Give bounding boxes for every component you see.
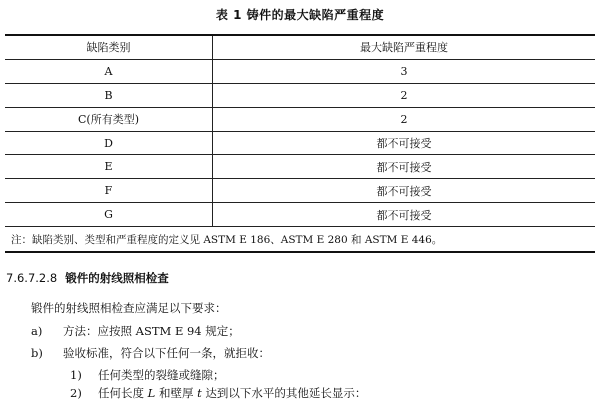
section-intro: 锻件的射线照相检查应满足以下要求： [31,301,227,315]
list-item-text: 验收标准，符合以下任何一条，就拒收： [63,346,270,360]
category-cell: C(所有类型) [5,107,213,131]
sub-list-item-text: 和壁厚 [155,386,198,400]
section-title: 锻件的射线照相检查 [65,271,169,285]
table-header-row [5,35,595,59]
table-row [5,179,595,203]
section-number: 7.6.7.2.8 [6,271,58,285]
category-cell: F [5,179,213,203]
table-row [5,59,595,83]
sub-list-item-text: 达到以下水平的其他延长显示： [201,386,367,400]
list-item-label: a) [31,324,43,338]
severity-cell: 都不可接受 [213,203,596,227]
sub-list-item-text: 任何类型的裂缝或缝隙； [98,368,225,382]
category-cell: G [5,203,213,227]
severity-cell: 2 [213,107,596,131]
sub-list-item-label: 1) [70,368,82,382]
sub-list-item [70,385,366,401]
severity-cell: 都不可接受 [213,155,596,179]
sub-list-item [70,367,225,383]
category-cell: A [5,59,213,83]
header-max-severity: 最大缺陷严重程度 [213,35,596,59]
list-item-text: 方法：应按照 ASTM E 94 规定； [63,324,240,338]
table-row [5,83,595,107]
severity-cell: 都不可接受 [213,131,596,155]
length-variable: L [147,386,156,400]
list-item-label: b) [31,346,43,360]
defect-severity-table [5,34,595,253]
header-defect-category: 缺陷类别 [5,35,213,59]
table-note: 注：缺陷类别、类型和严重程度的定义见 ASTM E 186、ASTM E 280 和 ASTM E 446。 [5,227,595,253]
table-row [5,203,595,227]
table-caption: 表 1 铸件的最大缺陷严重程度 [215,8,385,22]
sub-list-item-text: 任何长度 [98,386,148,400]
thickness-variable: t [197,386,202,400]
section-heading [6,270,169,286]
severity-cell: 2 [213,83,596,107]
table-row [5,131,595,155]
severity-cell: 3 [213,59,596,83]
sub-list-item-label: 2) [70,386,82,400]
category-cell: D [5,131,213,155]
list-item [31,323,240,339]
list-item [31,345,270,361]
table-row [5,155,595,179]
severity-cell: 都不可接受 [213,179,596,203]
category-cell: B [5,83,213,107]
table-row [5,107,595,131]
table-note-row [5,227,595,253]
category-cell: E [5,155,213,179]
